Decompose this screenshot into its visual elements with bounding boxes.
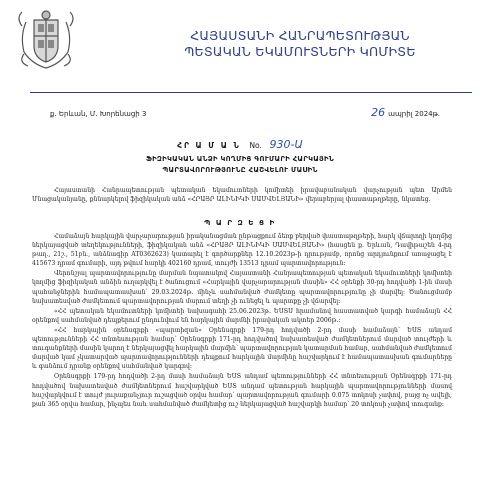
header-divider: [30, 92, 472, 93]
order-number-handwritten: 930-Ա: [269, 138, 303, 151]
body-paragraph: «ՀՀ պետական եկամուտների կոմիտեի նախագահի 25.06.2023թ. ԵՍՏՍ հրամանով հաստատված կարգի համաձայն ՀՀ օրենքով սահմանված դեպքերում ընդունվում են հարկային մարմնի իրավական ակտեր 2006թ.:: [32, 307, 452, 324]
agency-header: [150, 28, 450, 60]
intro-text: Հայաստանի Հանրապետության պետական եկամուտների կոմիտեի իրավաբանական վարչության պետ Արմեն Մնացականյանը, քննարկելով ֆիզիկական անձ «ՀՐԱՅՐ ԱԼԻՆԻԿԻ ՍԱՄՎԵԼՅԱՆԻ» վերաբերյալ փաստաթղթերը, նկատեց.: [32, 187, 452, 204]
date-month-year: ապրիլ 2024թ.: [388, 110, 440, 118]
subject-line-1: ՖԻԶԻԿԱԿԱՆ ԱՆՁԻ ԿՈՂՄԻՑ ԳՈՒՄԱՐԻ ՀԱՐԿԱՅԻՆ: [145, 155, 335, 163]
section-heading: Պ Ա Ր Զ Ե Ց Ի: [204, 218, 276, 227]
coat-of-arms-icon: [12, 6, 80, 74]
main-body: [32, 232, 452, 410]
header-line-2: ՊԵՏԱԿԱՆ ԵԿԱՄՈՒՏՆԵՐԻ ԿՈՄԻՏԵ: [184, 44, 416, 59]
header-line-1: ՀԱՅԱՍՏԱՆԻ ՀԱՆՐԱՊԵՏՈՒԹՅԱՆ: [190, 28, 410, 43]
body-paragraph: «ՀՀ հարկային օրենսգրքի «պարտիզան» Օրենսգրքի 179-րդ հոդվածի 2-րդ մասի համաձայն՝ ԵՍՏ անդամ պետությունների ՀՀ տնտեսության համար՝ Օրենսգրքի 171-րդ հոդվածով նախատեսված ժամկետներում մարված տույժերի և տուգանքների մասին կարող է ներկայացվել հարկային մարմին՝ պարտավորության կատարման համար, սահմանված ժամկետում մարված կամ չկատարված պարտավորությունների դեպքում հարկային մարմինը հաշվարկում է համապատասխան գումարները և գանձում դրանք օրենքով սահմանված կարգով:: [32, 326, 452, 371]
order-title-row: [0, 138, 480, 151]
order-subject: [40, 154, 440, 176]
place-address: ք. Երևան, Մ. Խորենացի 3: [50, 110, 147, 118]
body-paragraph: Համաձայն հարկային վարչարարության իրականացման ընթացքում ձեռք բերված փաստաթղթերի, հարկ վճարողի կողմից ներկայացված տեղեկությունների, ֆիզիկական անձ «ՀՐԱՅՐ ԱԼԻՆԻԿԻ ՍԱՄՎԵԼՅԱՆԻ» (հասցեն ք. Երևան, Դավիթաշեն 4-րդ թաղ., 21շ., 51բն., անձնագիր AT0362623) կատարել է գործարքներ 12.10.2023թ-ի դրությամբ, որոնց արդյունքում առաջացել է 415673 դրամ գումարի, այդ թվում հարկի 402160 դրամ, տույժի 13513 դրամ պարտավորություն:: [32, 233, 452, 268]
order-number-label: No.: [249, 141, 262, 150]
intro-paragraph: [32, 186, 452, 204]
body-paragraph: Վերոնշյալ պարտավորությունը մարման նպատակով Հայաստանի Հանրապետության պետական եկամուտների կոմիտեի կողմից ֆիզիկական անձին ուղարկվել է ծանուցում «Հարկային վարչարարության մասին» ՀՀ օրենքի 30-րդ հոդվածի 1-ին մասի պահանջներին համապատասխան՝ 29.03.2024թ. մինչև սահմանված ժամկետը պարտավորությունը չի մարվել: Ծանուցմամբ նախատեսված ժամկետում պարտավորության մարում տեղի չի ունեցել և պարտքը չի վճարվել:: [32, 270, 452, 305]
place-date-row: [40, 106, 440, 122]
subject-line-2: ՊԱՐՏԱՎՈՐՈՒԹՅՈՒՆԸ ՀԱՇՎԵԼՈՒ ՄԱՍԻՆ: [162, 166, 318, 174]
document-date: [371, 106, 440, 119]
order-title: ՀՐ Ա Մ Ա Ն: [177, 141, 241, 150]
date-day-handwritten: 26: [371, 106, 386, 119]
body-paragraph: Օրենսգրքի 179-րդ հոդվածի 2-րդ մասի համաձայն ԵՍՏ անդամ պետությունների ՀՀ տնտեսության Օրենսգրքի 171-րդ հոդվածով նախատեսված ժամկետներում հաշվարկված ԵՍՏ անդամ պետության հարկային պարտավորությունների մասով հաշվարկվում է տույժ յուրաքանչյուր ուշացված օրվա համար՝ պարտավորության գումարի 0.075 տոկոսի չափով, բայց ոչ ավելի, քան 365 օրվա համար, ինչպես նաև սահմանված ժամկետից ուշ ներկայացված հաշվարկի համար՝ 20 տոկոսի չափով տուգանք:: [32, 373, 452, 408]
